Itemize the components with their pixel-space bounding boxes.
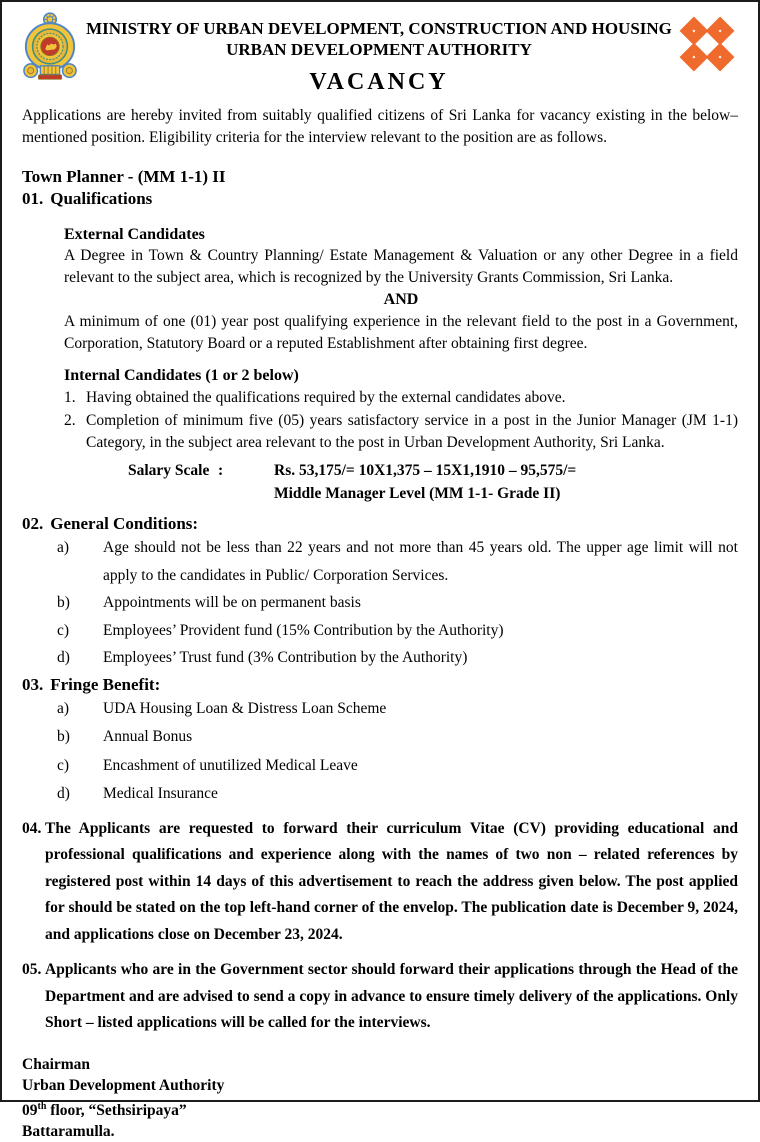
address-authority: Urban Development Authority xyxy=(22,1076,225,1094)
item-text: Encashment of unutilized Medical Leave xyxy=(103,756,358,774)
salary-scale-line1: Rs. 53,175/= 10X1,375 – 15X1,1910 – 95,575/= xyxy=(274,462,577,479)
item-text: Employees’ Trust fund (3% Contribution by the Authority) xyxy=(103,649,468,666)
item-letter: d) xyxy=(57,785,70,802)
section-01-heading xyxy=(22,188,738,209)
salary-scale-colon: : xyxy=(218,462,224,479)
external-paragraph-2: A minimum of one (01) year post qualifying experience in the relevant field to the post in a Government, Corporation, Statutory Board or a reputed Establishment after obtaining first degree. xyxy=(64,313,738,352)
address-floor xyxy=(22,1096,738,1121)
floor-ordinal-suffix: th xyxy=(37,1100,47,1112)
list-item xyxy=(57,695,738,724)
floor-number: 09 xyxy=(22,1101,38,1119)
page-title: VACANCY xyxy=(309,69,449,95)
section-02-heading xyxy=(22,513,738,534)
section-01-number: 01. xyxy=(22,189,44,208)
section-01-label: Qualifications xyxy=(50,189,153,208)
section-05-paragraph xyxy=(22,957,738,1037)
sri-lanka-emblem-graphic xyxy=(22,10,78,81)
item-text: Having obtained the qualifications required by the external candidates above. xyxy=(86,389,566,406)
qualifications-block xyxy=(64,224,738,454)
intro-paragraph: Applications are hereby invited from suitably qualified citizens of Sri Lanka for vacancy existing in the below–mentioned position. Eligibility criteria for the interview relevant to the position are as follows. xyxy=(22,107,738,146)
internal-item-2 xyxy=(64,410,738,454)
item-letter: c) xyxy=(57,621,70,639)
section-03-heading xyxy=(22,674,738,695)
uda-knot-graphic xyxy=(678,16,736,72)
section-04-number: 04. xyxy=(22,819,42,837)
section-05-number: 05. xyxy=(22,961,42,978)
section-03-label: Fringe Benefit: xyxy=(50,674,161,694)
item-text: Age should not be less than 22 years and not more than 45 years old. The upper age limit will not apply to the candidates in Public/ Corporation Services. xyxy=(103,539,738,584)
item-text: UDA Housing Loan & Distress Loan Scheme xyxy=(103,699,387,717)
document-header xyxy=(22,10,738,96)
general-conditions-list xyxy=(57,534,738,672)
contact-address-block xyxy=(22,1054,738,1142)
list-item xyxy=(57,644,738,672)
external-candidates-heading: External Candidates xyxy=(64,226,205,243)
list-item xyxy=(57,617,738,645)
salary-scale-value xyxy=(274,459,576,505)
internal-item-1 xyxy=(64,387,738,409)
section-03-number: 03. xyxy=(22,674,44,694)
list-item xyxy=(57,723,738,752)
uda-logo-icon xyxy=(678,10,738,77)
list-item xyxy=(57,752,738,781)
item-text: Appointments will be on permanent basis xyxy=(103,594,361,611)
section-05-text: Applicants who are in the Government sector should forward their applications through the Head of the Department and are advised to send a copy in advance to ensure timely delivery of the applications. Only Short – listed applications will be called for the interviews. xyxy=(45,961,738,1031)
salary-scale-label: Salary Scale xyxy=(128,462,210,479)
floor-rest: floor, “Sethsiripaya” xyxy=(46,1101,187,1119)
item-text: Medical Insurance xyxy=(103,785,218,802)
header-titles xyxy=(80,10,678,96)
authority-title: URBAN DEVELOPMENT AUTHORITY xyxy=(226,40,532,59)
fringe-benefit-list xyxy=(57,695,738,809)
external-paragraph-1: A Degree in Town & Country Planning/ Estate Management & Valuation or any other Degree in a field relevant to the subject area, which is recognized by the University Grants Commission, Sri Lanka. xyxy=(64,247,738,286)
item-letter: b) xyxy=(57,594,70,611)
section-04-paragraph xyxy=(22,816,738,949)
item-letter: d) xyxy=(57,649,70,666)
position-title: Town Planner - (MM 1-1) II xyxy=(22,167,226,186)
item-text: Employees’ Provident fund (15% Contribution by the Authority) xyxy=(103,621,504,639)
ministry-title: MINISTRY OF URBAN DEVELOPMENT, CONSTRUCTION AND HOUSING xyxy=(86,19,672,38)
salary-scale-row xyxy=(128,459,738,505)
item-letter: b) xyxy=(57,728,70,745)
item-text: Annual Bonus xyxy=(103,728,193,745)
item-letter: a) xyxy=(57,539,70,556)
item-text: Completion of minimum five (05) years satisfactory service in a post in the Junior Manager (JM 1-1) Category, in the subject area relevant to the post in Urban Development Authority, Sri Lanka. xyxy=(86,412,738,451)
section-02-number: 02. xyxy=(22,514,44,533)
list-item xyxy=(57,589,738,617)
and-connector: AND xyxy=(383,291,419,308)
item-letter: a) xyxy=(57,699,70,717)
list-item xyxy=(57,780,738,809)
section-04-text: The Applicants are requested to forward their curriculum Vitae (CV) providing educational and professional qualifications and experience along with the names of two non – related references by registered post within 14 days of this advertisement to reach the address given below. The post applied for should be stated on the top left-hand corner of the envelop. The publication date is December 9, 2024, and applications close on December 23, 2024. xyxy=(45,819,738,943)
section-02-label: General Conditions: xyxy=(50,514,199,533)
internal-candidates-heading: Internal Candidates (1 or 2 below) xyxy=(64,367,299,384)
list-item xyxy=(57,534,738,589)
sri-lanka-emblem-icon xyxy=(22,10,80,86)
address-city: Battaramulla. xyxy=(22,1122,115,1140)
address-chairman: Chairman xyxy=(22,1055,91,1073)
salary-level-line2: Middle Manager Level (MM 1-1- Grade II) xyxy=(274,485,561,502)
item-number: 2. xyxy=(64,412,76,429)
item-number: 1. xyxy=(64,389,76,406)
item-letter: c) xyxy=(57,756,70,774)
